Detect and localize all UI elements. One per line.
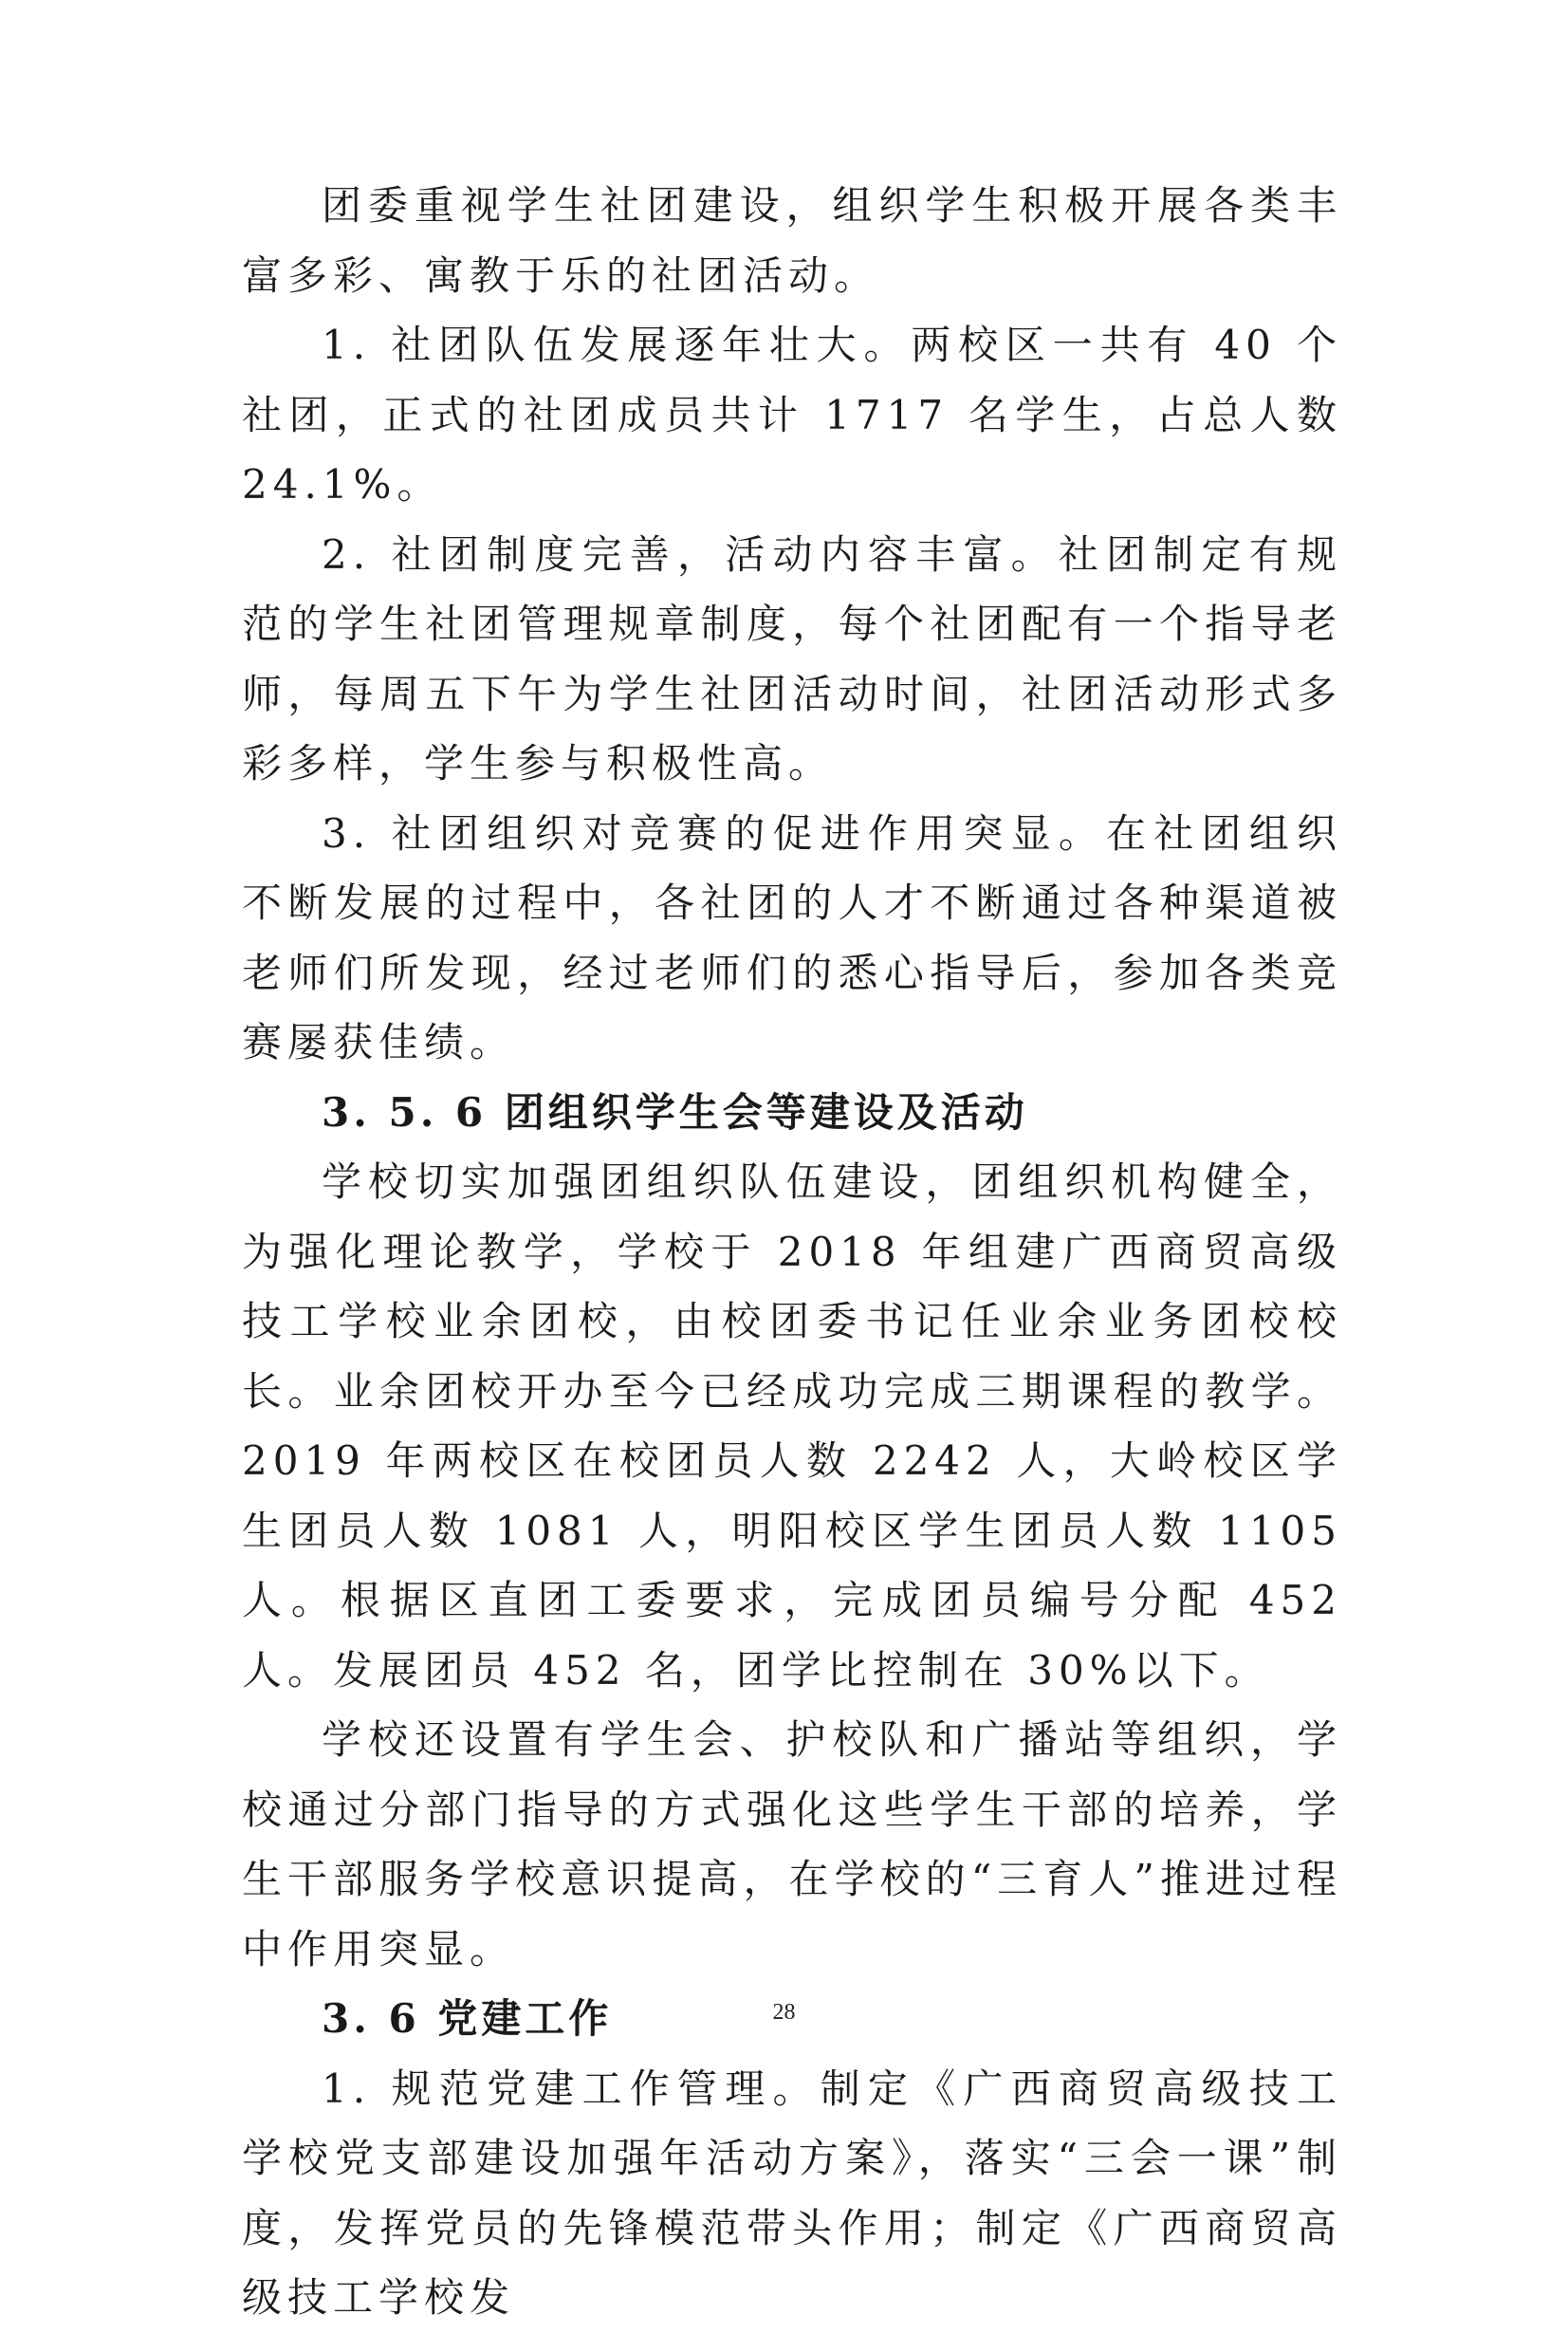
paragraph-club-growth: 1. 社团队伍发展逐年壮大。两校区一共有 40 个社团，正式的社团成员共计 1717 名学生，占总人数 24.1%。	[242, 322, 1342, 508]
paragraph-youth-league: 学校切实加强团组织队伍建设，团组织机构健全，为强化理论教学，学校于 2018 年组建广西商贸高级技工学校业余团校，由校团委书记任业余业务团校校长。业余团校开办至今已经成功完成三期课程的教学。2019 年两校区在校团员人数 2242 人，大岭校区学生团员人数 1081 人，明阳校区学生团员人数 1105 人。根据区直团工委要求，完成团员编号分配 452 人。发展团员 452 名，团学比控制在 30%以下。	[242, 1158, 1342, 1694]
page-number: 28	[772, 2000, 796, 2025]
section-heading-party-building: 3. 6 党建工作	[322, 1995, 613, 2042]
paragraph-club-competition: 3. 社团组织对竞赛的促进作用突显。在社团组织不断发展的过程中，各社团的人才不断通过各种渠道被老师们所发现，经过老师们的悉心指导后，参加各类竞赛屡获佳绩。	[242, 809, 1342, 1065]
paragraph-club-intro: 团委重视学生社团建设，组织学生积极开展各类丰富多彩、寓教于乐的社团活动。	[242, 182, 1342, 299]
paragraph-party-management: 1. 规范党建工作管理。制定《广西商贸高级技工学校党支部建设加强年活动方案》，落实“三会一课”制度，发挥党员的先锋模范带头作用；制定《广西商贸高级技工学校发	[242, 2065, 1342, 2321]
paragraph-student-union: 学校还设置有学生会、护校队和广播站等组织，学校通过分部门指导的方式强化这些学生干部的培养，学生干部服务学校意识提高，在学校的“三育人”推进过程中作用突显。	[242, 1716, 1342, 1972]
paragraph-club-system: 2. 社团制度完善，活动内容丰富。社团制定有规范的学生社团管理规章制度，每个社团配有一个指导老师，每周五下午为学生社团活动时间，社团活动形式多彩多样，学生参与积极性高。	[242, 530, 1342, 787]
section-heading-youth-league: 3. 5. 6 团组织学生会等建设及活动	[322, 1088, 1028, 1136]
